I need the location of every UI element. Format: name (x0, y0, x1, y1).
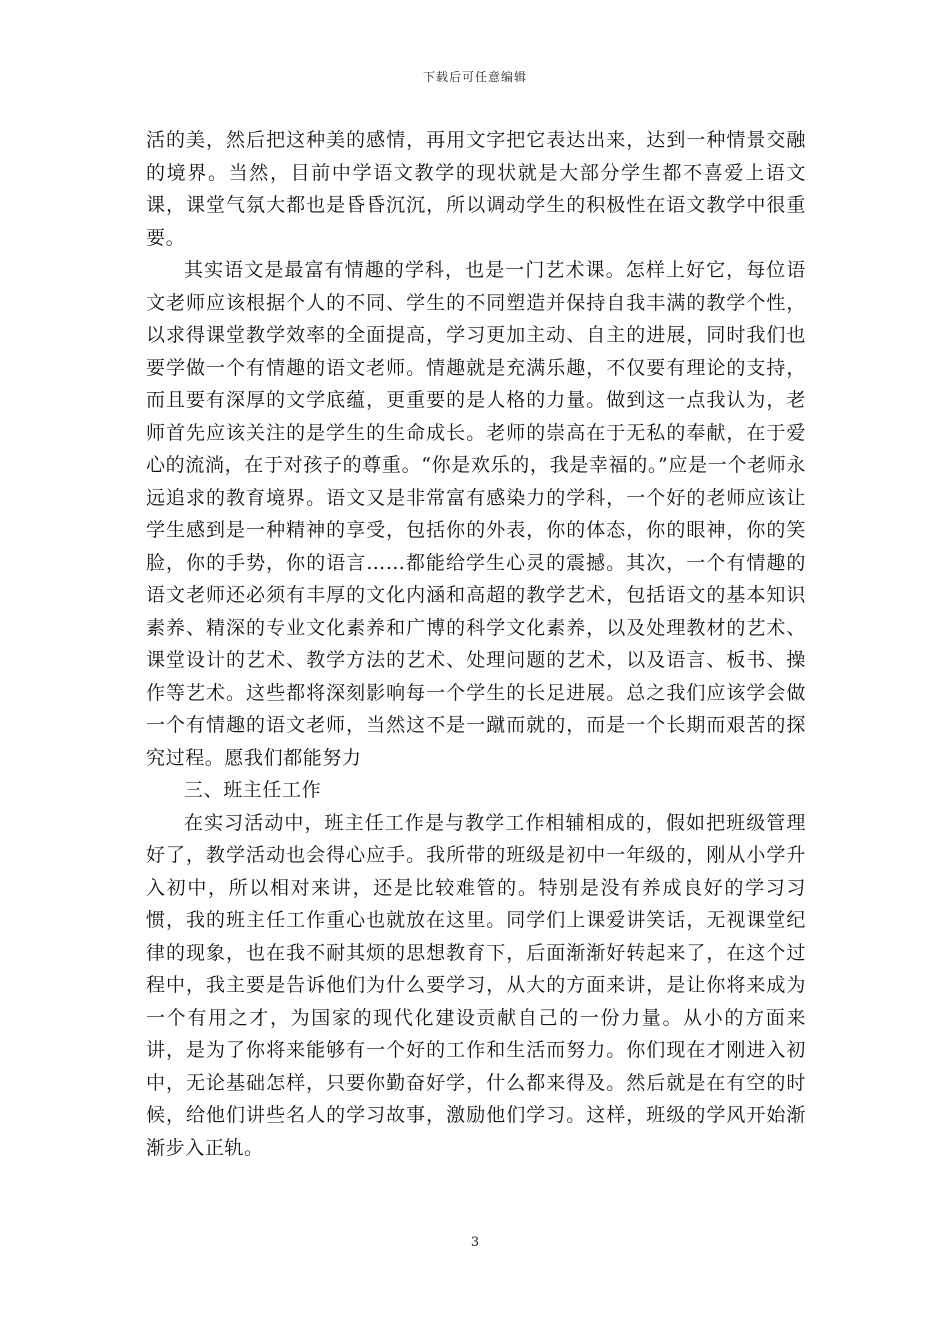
page-number: 3 (470, 1235, 480, 1250)
paragraph-chinese-teaching: 其实语文是最富有情趣的学科，也是一门艺术课。怎样上好它，每位语文老师应该根据个人的不同、学生的不同塑造并保持自我丰满的教学个性，以求得课堂教学效率的全面提高，学习更加主动、自主的进展，同时我们也要学做一个有情趣的语文老师。情趣就是充满乐趣，不仅要有理论的支持，而且要有深厚的文学底蕴，更重要的是人格的力量。做到这一点我认为，老师首先应该关注的是学生的生命成长。老师的崇高在于无私的奉献，在于爱心的流淌，在于对孩子的尊重。“你是欢乐的，我是幸福的。”应是一个老师永远追求的教育境界。语文又是非常富有感染力的学科，一个好的老师应该让学生感到是一种精神的享受，包括你的外表，你的体态，你的眼神，你的笑脸，你的手势，你的语言……都能给学生心灵的震撼。其次，一个有情趣的语文老师还必须有丰厚的文化内涵和高超的教学艺术，包括语文的基本知识素养、精深的专业文化素养和广博的科学文化素养，以及处理教材的艺术、课堂设计的艺术、教学方法的艺术、处理问题的艺术，以及语言、板书、操作等艺术。这些都将深刻影响每一个学生的长足进展。总之我们应该学会做一个有情趣的语文老师，当然这不是一蹴而就的，而是一个长期而艰苦的探究过程。愿我们都能努力 (146, 259, 806, 769)
document-body (146, 124, 806, 1164)
paragraph-continuation: 活的美，然后把这种美的感情，再用文字把它表达出来，达到一种情景交融的境界。当然，目前中学语文教学的现状就是大部分学生都不喜爱上语文课，课堂气氛大都也是昏昏沉沉，所以调动学生的积极性在语文教学中很重要。 (146, 129, 806, 249)
page-header: 下载后可任意编辑 (422, 70, 527, 84)
paragraph-class-teacher-work: 在实习活动中，班主任工作是与教学工作相辅相成的，假如把班级管理好了，教学活动也会得心应手。我所带的班级是初中一年级的，刚从小学升入初中，所以相对来讲，还是比较难管的。特别是没有养成良好的学习习惯，我的班主任工作重心也就放在这里。同学们上课爱讲笑话，无视课堂纪律的现象，也在我不耐其烦的思想教育下，后面渐渐好转起来了，在这个过程中，我主要是告诉他们为什么要学习，从大的方面来讲，是让你将来成为一个有用之才，为国家的现代化建设贡献自己的一份力量。从小的方面来讲，是为了你将来能够有一个好的工作和生活而努力。你们现在才刚进入初中，无论基础怎样，只要你勤奋好学，什么都来得及。然后就是在有空的时候，给他们讲些名人的学习故事，激励他们学习。这样，班级的学风开始渐渐步入正轨。 (146, 811, 806, 1159)
section-heading-class-teacher: 三、班主任工作 (184, 779, 322, 801)
